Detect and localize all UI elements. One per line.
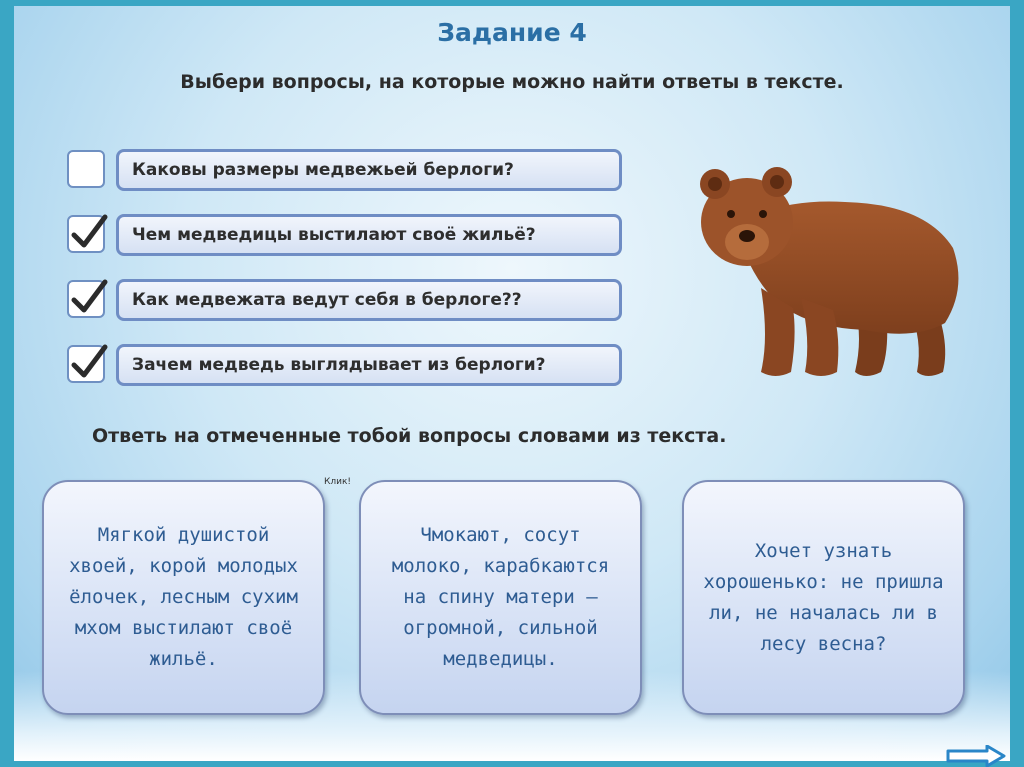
question-3-checkbox[interactable] xyxy=(67,280,105,318)
answer-card-2[interactable] xyxy=(359,480,642,715)
question-2[interactable]: Чем медведицы выстилают своё жильё? xyxy=(116,214,622,256)
task-title: Задание 4 xyxy=(437,18,587,47)
answer-prompt: Ответь на отмеченные тобой вопросы словами из текста. xyxy=(92,425,727,447)
check-mark-icon xyxy=(69,278,109,318)
question-4-checkbox[interactable] xyxy=(67,345,105,383)
answer-card-1-text: Мягкой душистой хвоей, корой молодых ёлочек, лесным сухим мхом выстилают своё жильё. xyxy=(69,524,298,670)
question-2-checkbox[interactable] xyxy=(67,215,105,253)
question-1-checkbox[interactable] xyxy=(67,150,105,188)
check-mark-icon xyxy=(69,213,109,253)
arrow-right-icon[interactable] xyxy=(945,745,1007,767)
click-hint: Клик! xyxy=(324,477,352,487)
answer-card-3-text: Хочет узнать хорошенько: не пришла ли, не началась ли в лесу весна? xyxy=(703,539,944,655)
check-mark-icon xyxy=(69,343,109,383)
answer-card-1[interactable] xyxy=(42,480,325,715)
question-3[interactable]: Как медвежата ведут себя в берлоге?? xyxy=(116,279,622,321)
answer-card-2-text: Чмокают, сосут молоко, карабкаются на спину матери — огромной, сильной медведицы. xyxy=(391,524,610,670)
question-4[interactable]: Зачем медведь выглядывает из берлоги? xyxy=(116,344,622,386)
brown-bear-illustration xyxy=(695,158,965,383)
task-instruction: Выбери вопросы, на которые можно найти ответы в тексте. xyxy=(180,71,844,93)
answer-card-3[interactable] xyxy=(682,480,965,715)
question-1[interactable]: Каковы размеры медвежьей берлоги? xyxy=(116,149,622,191)
